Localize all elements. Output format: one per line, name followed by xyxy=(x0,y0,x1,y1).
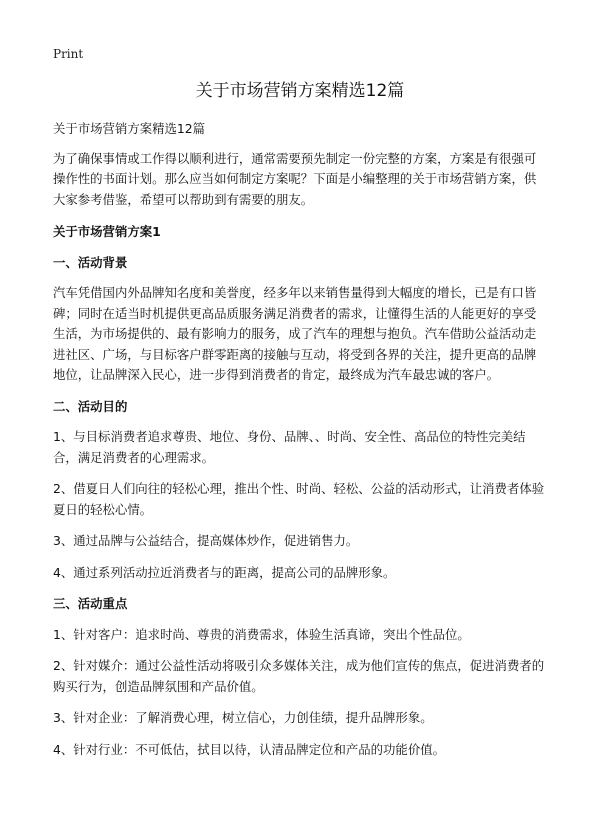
background-paragraph: 汽车凭借国内外品牌知名度和美誉度，经多年以来销售量得到大幅度的增长，已是有口皆碑；同时在适当时机提供更高品质服务满足消费者的需求，让懂得生活的人能更好的享受生活，为市场提供的、最有影响力的服务，成了汽车的理想与抱负。汽车借助公益活动走进社区、广场，与目标客户群零距离的接触与互动，将受到各界的关注，提升更高的品牌地位，让品牌深入民心，进一步得到消费者的肯定，最终成为汽车最忠诚的客户。 xyxy=(53,285,537,382)
goal-item: 3、通过品牌与公益结合，提高媒体炒作，促进销售力。 xyxy=(53,533,359,548)
background-heading: 一、活动背景 xyxy=(53,254,128,270)
document-subtitle: 关于市场营销方案精选12篇 xyxy=(53,121,206,136)
focus-item: 3、针对企业：了解消费心理，树立信心，力创佳绩，提升品牌形象。 xyxy=(53,710,433,725)
goal-item: 2、借夏日人们向往的轻松心理，推出个性、时尚、轻松、公益的活动形式，让消费者体验夏日的轻松心情。 xyxy=(53,481,545,517)
intro-paragraph: 为了确保事情或工作得以顺利进行，通常需要预先制定一份完整的方案，方案是有很强可操作性的书面计划。那么应当如何制定方案呢？下面是小编整理的关于市场营销方案，供大家参考借鉴，希望可以帮助到有需要的朋友。 xyxy=(53,150,537,207)
section-title: 关于市场营销方案1 xyxy=(53,224,161,239)
print-link[interactable]: Print xyxy=(53,47,84,61)
focus-item: 4、针对行业：不可低估，拭目以待，认清品牌定位和产品的功能价值。 xyxy=(53,741,445,757)
document-title: 关于市场营销方案精选12篇 xyxy=(195,81,405,101)
focus-heading: 三、活动重点 xyxy=(53,596,128,611)
document-body xyxy=(53,119,548,771)
focus-item: 1、针对客户：追求时尚、尊贵的消费需求，体验生活真谛，突出个性品位。 xyxy=(53,626,470,642)
focus-item: 2、针对媒介：通过公益性活动将吸引众多媒体关注，成为他们宣传的焦点，促进消费者的购买行为，创造品牌氛围和产品价值。 xyxy=(53,658,545,694)
goal-item: 1、与目标消费者追求尊贵、地位、身份、品牌、、时尚、安全性、高品位的特性完美结合，满足消费者的心理需求。 xyxy=(53,429,526,465)
goal-heading: 二、活动目的 xyxy=(53,398,128,414)
goal-item: 4、通过系列活动拉近消费者与的距离，提高公司的品牌形象。 xyxy=(53,564,396,580)
